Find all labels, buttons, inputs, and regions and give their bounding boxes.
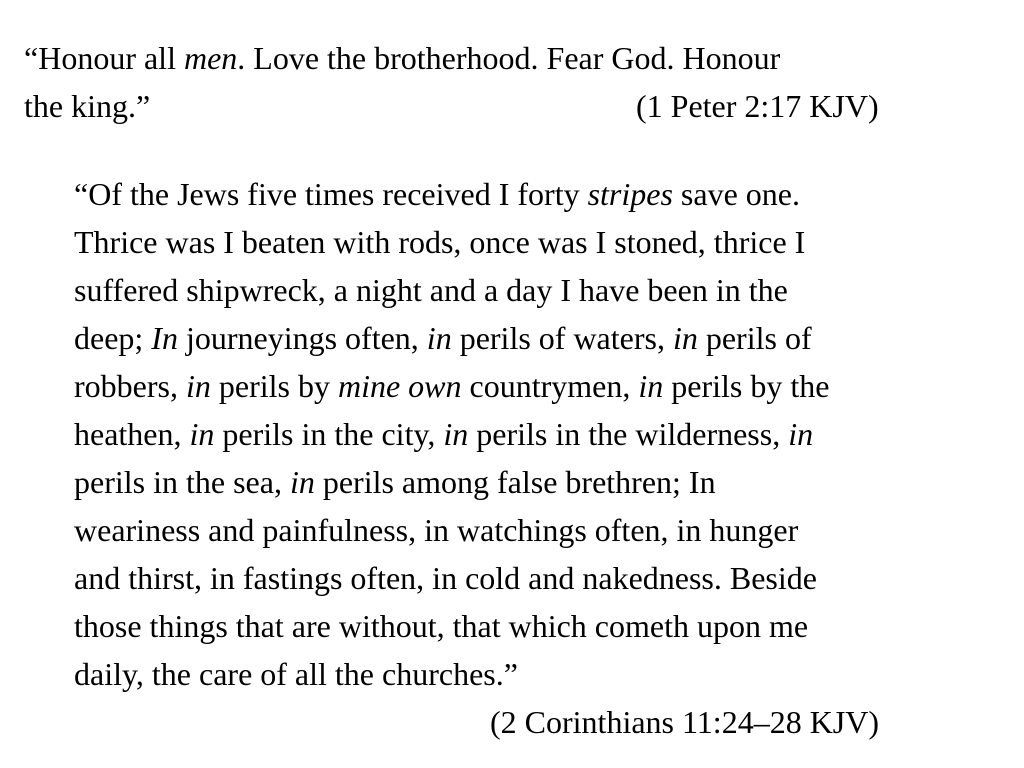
quote-2-line <box>74 410 994 458</box>
text-segment: . Love the brotherhood. Fear God. Honour <box>237 40 781 76</box>
text-segment: perils by <box>210 368 338 404</box>
quote-2-line <box>74 650 994 698</box>
quote-2-line <box>74 362 994 410</box>
text-segment: and thirst, in fastings often, in cold and nakedness. Beside <box>74 560 817 596</box>
text-segment: journeyings often, <box>177 320 427 356</box>
italic-text-segment: men <box>183 40 238 76</box>
italic-text-segment: stripes <box>587 176 673 212</box>
italic-text-segment: in <box>185 368 211 404</box>
text-segment: perils of waters, <box>451 320 673 356</box>
text-segment: “Honour all <box>24 40 184 76</box>
text-segment: save one. <box>672 176 800 212</box>
text-segment: deep; <box>74 320 152 356</box>
text-segment: heathen, <box>74 416 190 452</box>
text-segment: perils of <box>697 320 812 356</box>
italic-text-segment: in <box>189 416 215 452</box>
quote-2-line <box>74 458 994 506</box>
text-segment: daily, the care of all the churches.” <box>74 656 518 692</box>
quote-2-line <box>74 314 994 362</box>
text-segment: the king.” <box>24 88 151 124</box>
italic-text-segment: in <box>638 368 664 404</box>
italic-text-segment: in <box>426 320 452 356</box>
text-segment: countrymen, <box>461 368 639 404</box>
quote-2-block <box>74 170 994 698</box>
italic-text-segment: in <box>289 464 315 500</box>
text-segment: suffered shipwreck, a night and a day I have been in the <box>74 272 788 308</box>
quote-2-line <box>74 602 994 650</box>
text-segment: those things that are without, that which cometh upon me <box>74 608 809 644</box>
quote-2-reference: (2 Corinthians 11:24–28 KJV) <box>490 704 880 740</box>
quote-2-line <box>74 218 994 266</box>
text-segment: perils among false brethren; In <box>314 464 716 500</box>
quote-2-line <box>74 170 994 218</box>
text-segment: perils by the <box>663 368 830 404</box>
text-segment: weariness and painfulness, in watchings often, in hunger <box>74 512 799 548</box>
italic-text-segment: in <box>788 416 814 452</box>
quote-1-block <box>24 34 984 130</box>
italic-text-segment: In <box>151 320 178 356</box>
quote-2-line <box>74 506 994 554</box>
italic-text-segment: mine own <box>337 368 462 404</box>
italic-text-segment: in <box>672 320 698 356</box>
text-segment: Thrice was I beaten with rods, once was I stoned, thrice I <box>74 224 806 260</box>
quote-1-reference: (1 Peter 2:17 KJV) <box>636 88 879 124</box>
quote-2-line <box>74 554 994 602</box>
quote-1-line-2-text <box>24 88 150 124</box>
text-segment: perils in the wilderness, <box>468 416 789 452</box>
quote-1-line-2 <box>24 82 984 130</box>
quote-1-line-1 <box>24 34 984 82</box>
quote-2-line <box>74 266 994 314</box>
text-segment: perils in the sea, <box>74 464 290 500</box>
text-segment: perils in the city, <box>214 416 444 452</box>
text-segment: robbers, <box>74 368 186 404</box>
text-segment: “Of the Jews five times received I forty <box>74 176 588 212</box>
italic-text-segment: in <box>443 416 469 452</box>
